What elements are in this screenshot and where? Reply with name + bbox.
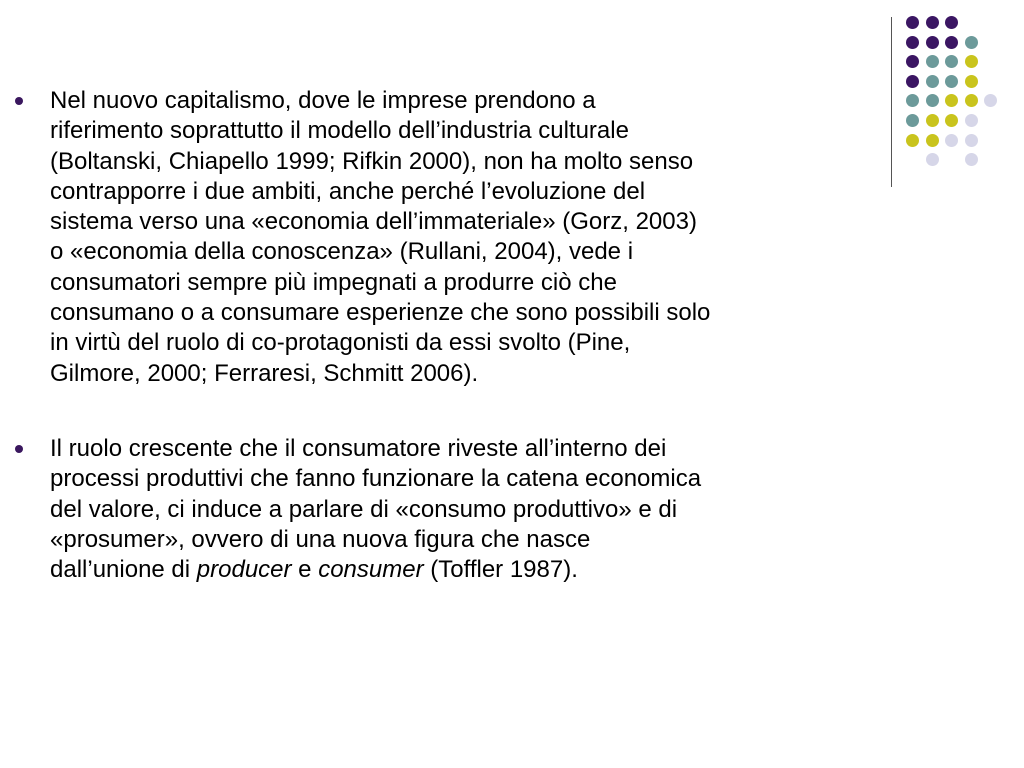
text-prefix: dall’unione di: [50, 556, 197, 584]
decorative-dot-icon: [965, 134, 978, 147]
decorative-dot-icon: [926, 36, 939, 49]
bullet-marker-icon: [15, 97, 23, 105]
text-line: consumatori sempre più impegnati a produrre ciò che: [50, 268, 617, 296]
text-line: «prosumer», ovvero di una nuova figura che nasce: [50, 525, 591, 553]
decorative-dot-icon: [906, 16, 919, 29]
text-line: del valore, ci induce a parlare di «consumo produttivo» e di: [50, 495, 678, 523]
decorative-dot-icon: [965, 153, 978, 166]
text-line: o «economia della conoscenza» (Rullani, 2004), vede i: [50, 238, 634, 266]
text-line: in virtù del ruolo di co-protagonisti da essi svolto (Pine,: [50, 329, 631, 357]
decorative-dot-icon: [965, 94, 978, 107]
decorative-dot-icon: [965, 36, 978, 49]
decorative-dot-icon: [965, 75, 978, 88]
text-line: Il ruolo crescente che il consumatore riveste all’interno dei: [50, 434, 667, 462]
decorative-dot-icon: [945, 16, 958, 29]
decorative-dot-icon: [906, 36, 919, 49]
text-line: contrapporre i due ambiti, anche perché l’evoluzione del: [50, 177, 646, 205]
decorative-dot-icon: [926, 114, 939, 127]
decorative-dot-icon: [965, 114, 978, 127]
decorative-dot-icon: [945, 114, 958, 127]
text-line: sistema verso una «economia dell’immateriale» (Gorz, 2003): [50, 208, 697, 236]
text-line: processi produttivi che fanno funzionare la catena economica: [50, 465, 702, 493]
text-line-last: [50, 555, 917, 585]
decorative-dot-icon: [926, 75, 939, 88]
decorative-dot-icon: [945, 94, 958, 107]
decorative-dot-icon: [906, 55, 919, 68]
bullet-item-2: [12, 434, 917, 585]
text-line: riferimento soprattutto il modello dell’industria culturale: [50, 117, 629, 145]
decorative-dot-icon: [965, 55, 978, 68]
term-producer: producer: [196, 556, 292, 584]
bullet-item-1: [12, 86, 917, 389]
text-line: consumano o a consumare esperienze che sono possibili solo: [50, 299, 711, 327]
decorative-dot-icon: [945, 36, 958, 49]
text-line: Nel nuovo capitalismo, dove le imprese prendono a: [50, 87, 596, 114]
decorative-dot-icon: [945, 75, 958, 88]
decorative-dot-icon: [926, 16, 939, 29]
text-connector: e: [291, 556, 319, 584]
decorative-dot-icon: [984, 94, 997, 107]
decorative-dot-icon: [926, 94, 939, 107]
text-line: Gilmore, 2000; Ferraresi, Schmitt 2006).: [50, 359, 479, 387]
decorative-dot-icon: [926, 153, 939, 166]
decorative-dot-icon: [926, 134, 939, 147]
bullet-list: [12, 86, 917, 630]
term-consumer: consumer: [318, 556, 424, 584]
decorative-dot-icon: [945, 134, 958, 147]
text-suffix: (Toffler 1987).: [423, 556, 578, 584]
bullet-marker-icon: [15, 445, 23, 453]
text-line: (Boltanski, Chiapello 1999; Rifkin 2000), non ha molto senso: [50, 147, 694, 175]
decorative-dot-icon: [926, 55, 939, 68]
decorative-dot-icon: [945, 55, 958, 68]
